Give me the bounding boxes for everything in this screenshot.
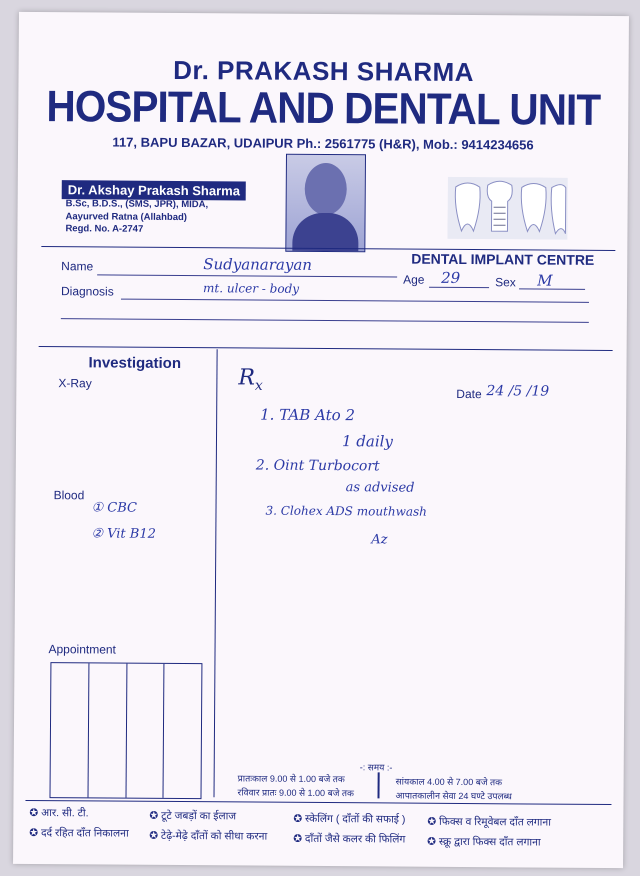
investigation-title: Investigation bbox=[88, 354, 182, 373]
timing-morning: प्रातःकाल 9.00 से 1.00 बजे तक bbox=[237, 773, 345, 785]
patient-name: Sudyanarayan bbox=[203, 255, 313, 274]
name-line bbox=[97, 274, 397, 277]
timing-heading: -: समय :- bbox=[359, 762, 393, 773]
rx-line-3: 2. Oint Turbocort bbox=[255, 457, 380, 475]
hospital-address: 117, BAPU BAZAR, UDAIPUR Ph.: 2561775 (H&R), Mob.: 9414234656 bbox=[112, 134, 534, 153]
prescription-sheet bbox=[13, 12, 629, 868]
sex-label: Sex bbox=[495, 275, 516, 290]
service-item: ✪ दाँतों जैसे कलर की फिलिंग bbox=[293, 832, 406, 846]
quals-line-2: Aayurved Ratna (Allahbad) bbox=[65, 210, 188, 223]
doctor-name-banner: Dr. Akshay Prakash Sharma bbox=[62, 180, 246, 200]
service-item: ✪ स्केलिंग ( दाँतों की सफाई ) bbox=[293, 812, 406, 826]
diagnosis-line bbox=[121, 299, 589, 303]
name-label: Name bbox=[61, 259, 94, 274]
doctor-photo bbox=[285, 154, 366, 253]
footer-divider bbox=[25, 800, 611, 805]
rx-signature: Az bbox=[371, 532, 388, 548]
service-item: ✪ फिक्स व रिमूवेबल दाँत लगाना bbox=[427, 815, 552, 829]
appointment-label: Appointment bbox=[48, 642, 116, 657]
body-divider bbox=[39, 346, 613, 351]
xray-label: X-Ray bbox=[58, 376, 92, 391]
implant-centre-label: DENTAL IMPLANT CENTRE bbox=[411, 250, 595, 268]
service-item: ✪ आर. सी. टी. bbox=[29, 806, 89, 820]
hospital-name: HOSPITAL AND DENTAL UNIT bbox=[46, 82, 601, 135]
blood-item-1: ① CBC bbox=[91, 500, 138, 516]
date-value: 24 /5 /19 bbox=[486, 383, 550, 400]
doctor-title: Dr. PRAKASH SHARMA bbox=[173, 54, 475, 88]
blood-item-2: ② Vit B12 bbox=[91, 526, 156, 542]
timing-divider bbox=[377, 772, 379, 798]
service-item: ✪ स्क्रू द्वारा फिक्स दाँत लगाना bbox=[427, 835, 541, 849]
blood-label: Blood bbox=[53, 488, 85, 503]
tooth-implant-icon bbox=[447, 177, 567, 240]
regd-number: Regd. No. A-2747 bbox=[65, 223, 144, 235]
column-divider bbox=[214, 349, 218, 797]
diagnosis-value: mt. ulcer - body bbox=[203, 281, 300, 296]
service-item: ✪ टूटे जबड़ों का ईलाज bbox=[149, 809, 237, 823]
appointment-grid bbox=[49, 662, 202, 799]
timing-sunday: रविवार प्रातः 9.00 से 1.00 बजे तक bbox=[237, 787, 354, 799]
patient-age: 29 bbox=[441, 268, 461, 287]
rx-line-5: 3. Clohex ADS mouthwash bbox=[265, 503, 427, 519]
service-item: ✪ टेढ़े-मेढ़े दाँतों को सीधा करना bbox=[149, 829, 268, 843]
diagnosis-line-2 bbox=[61, 318, 589, 323]
rx-line-1: 1. TAB Ato 2 bbox=[260, 405, 356, 425]
rx-symbol: $R_x$ bbox=[238, 365, 263, 394]
service-item: ✪ दर्द रहित दाँत निकालना bbox=[29, 826, 129, 840]
quals-line-1: B.Sc, B.D.S., (SMS, JPR), MIDA, bbox=[65, 198, 209, 211]
timing-evening: सांयकाल 4.00 से 7.00 बजे तक bbox=[395, 776, 503, 788]
rx-line-4: as advised bbox=[345, 480, 415, 496]
timing-emergency: आपातकालीन सेवा 24 घण्टे उपलब्ध bbox=[395, 790, 512, 802]
rx-line-2: 1 daily bbox=[341, 432, 393, 451]
patient-sex: M bbox=[537, 271, 553, 290]
age-label: Age bbox=[403, 272, 425, 287]
diagnosis-label: Diagnosis bbox=[60, 284, 114, 299]
doctor-qualifications bbox=[65, 198, 208, 236]
date-label: Date bbox=[456, 386, 482, 402]
